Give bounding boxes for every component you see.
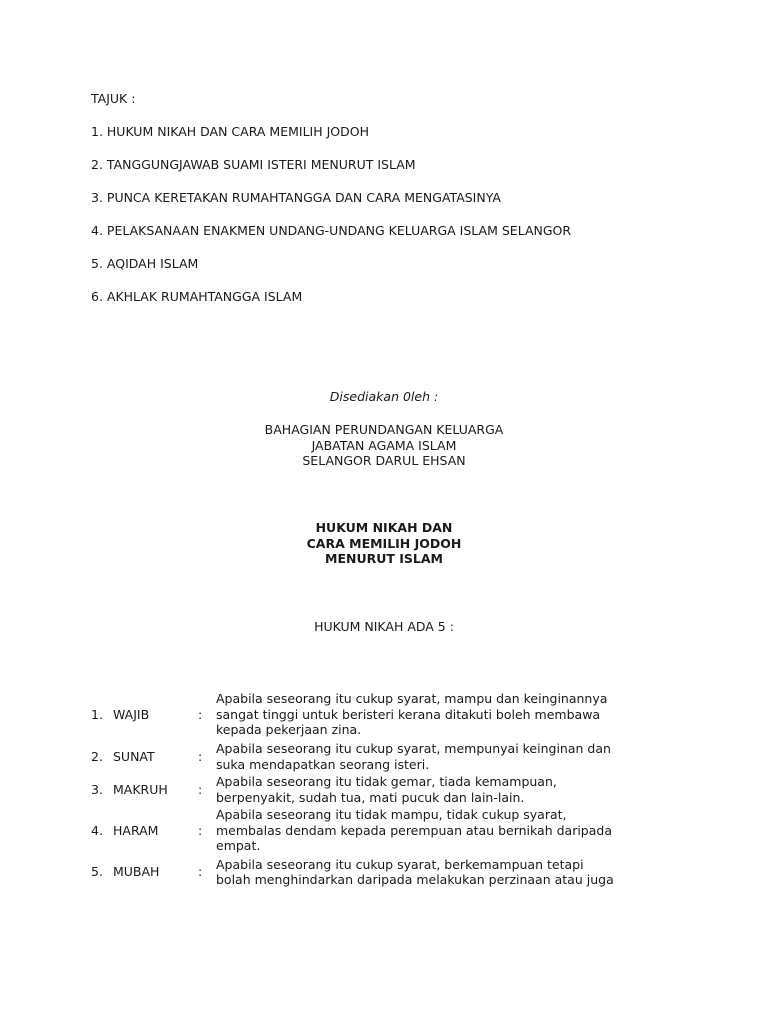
description-line: Apabila seseorang itu cukup syarat, mampu dan keinginannya xyxy=(216,691,608,707)
description-line: bolah menghindarkan daripada melakukan perzinaan atau juga xyxy=(216,872,614,887)
ruling-term: SUNAT xyxy=(113,748,155,764)
description-line: Apabila seseorang itu cukup syarat, berkemampuan tetapi xyxy=(216,856,584,872)
topic-item: 5. AQIDAH ISLAM xyxy=(91,256,199,271)
ruling-number: 2. xyxy=(91,748,103,764)
ruling-number: 1. xyxy=(91,706,103,722)
rulings-table xyxy=(91,689,626,889)
section-title xyxy=(0,520,768,567)
ruling-term: HARAM xyxy=(113,822,159,838)
ruling-number: 3. xyxy=(91,781,103,797)
topic-item: 3. PUNCA KERETAKAN RUMAHTANGGA DAN CARA MENGATASINYA xyxy=(91,190,501,205)
organization-line: BAHAGIAN PERUNDANGAN KELUARGA xyxy=(264,422,504,437)
ruling-colon: : xyxy=(198,781,203,797)
subheading: HUKUM NIKAH ADA 5 : xyxy=(314,619,454,634)
description-line: empat. xyxy=(216,838,261,854)
topic-item: 6. AKHLAK RUMAHTANGGA ISLAM xyxy=(91,289,303,304)
tajuk-label: TAJUK : xyxy=(91,91,136,106)
section-title-line: HUKUM NIKAH DAN xyxy=(315,520,453,535)
organization-line: JABATAN AGAMA ISLAM xyxy=(311,437,457,453)
ruling-description xyxy=(216,773,626,806)
table-row xyxy=(91,689,626,740)
table-row xyxy=(91,806,626,855)
topic-item: 4. PELAKSANAAN ENAKMEN UNDANG-UNDANG KELUARGA ISLAM SELANGOR xyxy=(91,223,572,238)
description-line: sangat tinggi untuk beristeri kerana ditakuti boleh membawa xyxy=(216,706,601,722)
topic-item: 2. TANGGUNGJAWAB SUAMI ISTERI MENURUT ISLAM xyxy=(91,157,416,172)
description-line: Apabila seseorang itu tidak mampu, tidak cukup syarat, xyxy=(216,807,567,823)
table-row xyxy=(91,773,626,806)
ruling-colon: : xyxy=(198,822,203,838)
prepared-by-label: Disediakan 0leh : xyxy=(329,389,439,404)
ruling-description xyxy=(216,806,626,855)
ruling-term: MAKRUH xyxy=(113,781,168,797)
ruling-number: 5. xyxy=(91,864,103,880)
description-line: Apabila seseorang itu tidak gemar, tiada kemampuan, xyxy=(216,774,557,789)
description-line: suka mendapatkan seorang isteri. xyxy=(216,756,430,772)
ruling-colon: : xyxy=(198,748,203,764)
organization-line: SELANGOR DARUL EHSAN xyxy=(302,453,466,468)
table-row xyxy=(91,740,626,773)
table-row xyxy=(91,855,626,889)
description-line: kepada pekerjaan zina. xyxy=(216,722,362,738)
topic-item: 1. HUKUM NIKAH DAN CARA MEMILIH JODOH xyxy=(91,124,369,139)
description-line: membalas dendam kepada perempuan atau bernikah daripada xyxy=(216,822,612,838)
ruling-number: 4. xyxy=(91,822,103,838)
ruling-description xyxy=(216,855,626,889)
ruling-colon: : xyxy=(198,864,203,880)
prepared-by-block xyxy=(0,389,768,469)
topic-list xyxy=(91,124,571,322)
ruling-description xyxy=(216,689,626,740)
ruling-description xyxy=(216,740,626,773)
ruling-term: WAJIB xyxy=(113,706,150,722)
ruling-colon: : xyxy=(198,706,203,722)
section-title-line: CARA MEMILIH JODOH xyxy=(306,535,462,551)
ruling-term: MUBAH xyxy=(113,864,160,880)
description-line: berpenyakit, sudah tua, mati pucuk dan lain-lain. xyxy=(216,789,525,805)
section-title-line: MENURUT ISLAM xyxy=(325,551,443,566)
description-line: Apabila seseorang itu cukup syarat, mempunyai keinginan dan xyxy=(216,741,611,756)
